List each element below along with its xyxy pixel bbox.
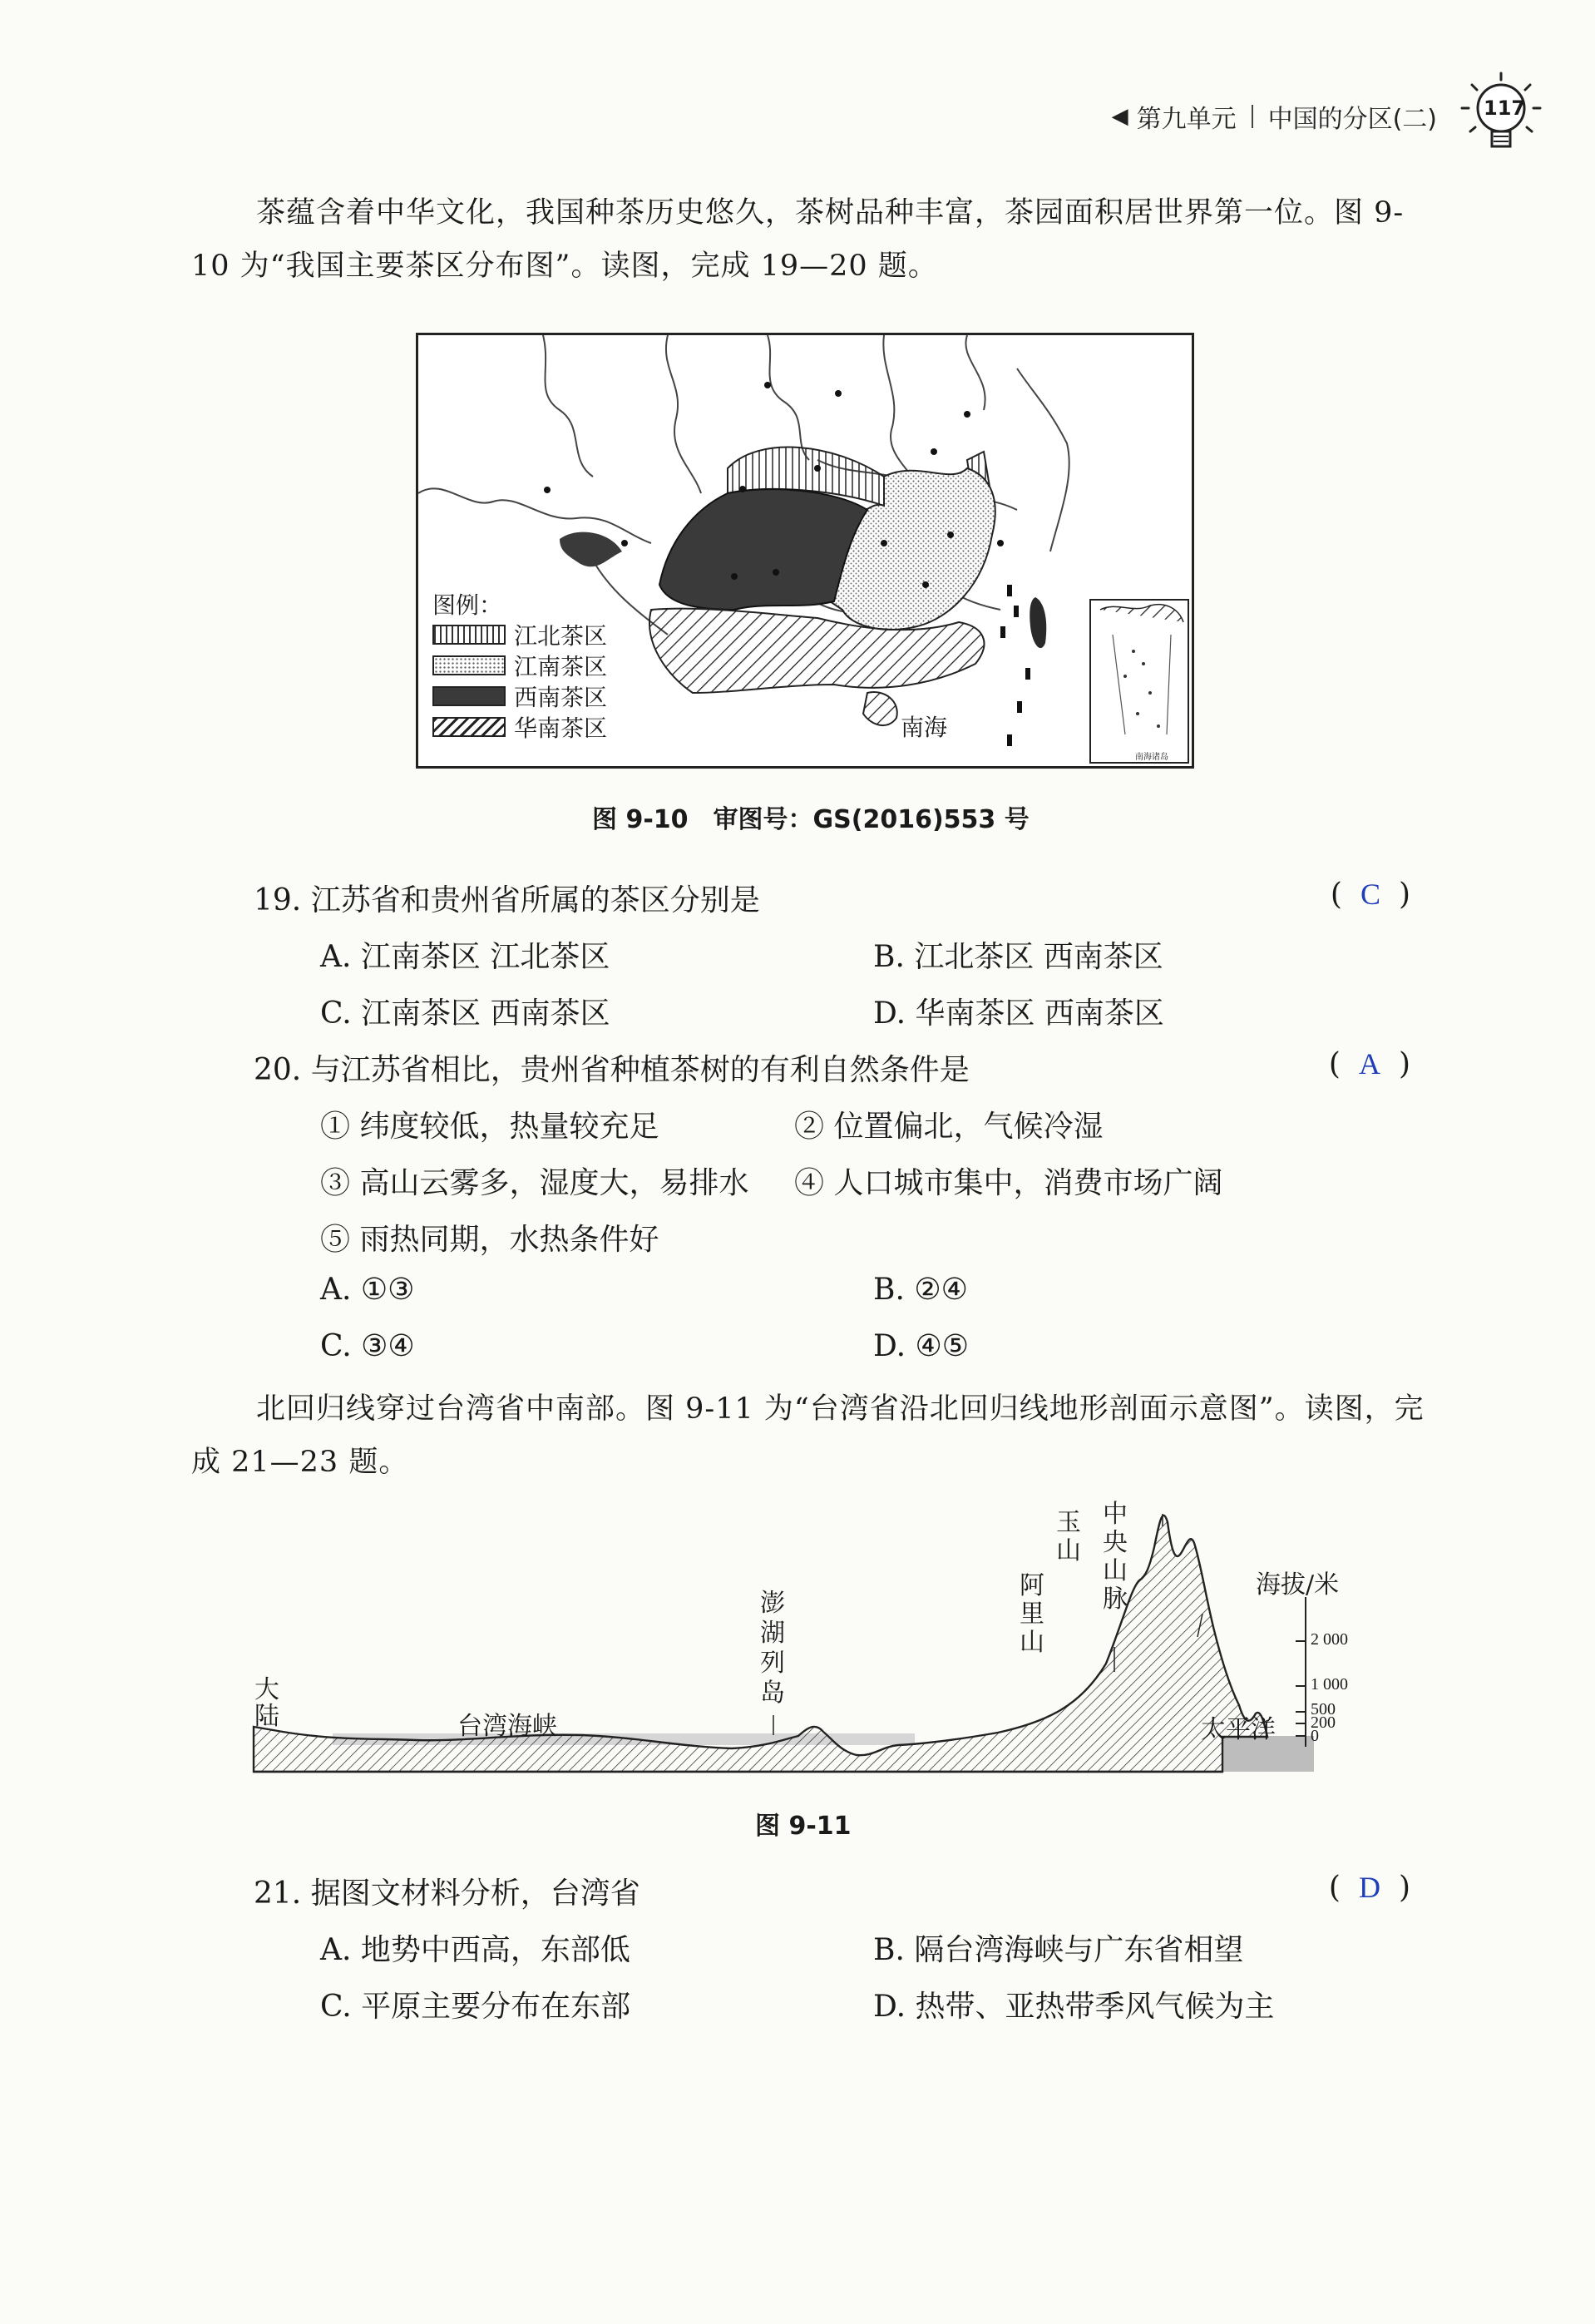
q20-statement-2: ② 位置偏北，气候冷湿 [794,1110,1104,1144]
label-penghu-islands: 澎湖列岛 [760,1589,785,1708]
q21-option-b: B. 隔台湾海峡与广东省相望 [873,1933,1244,1967]
q19-option-a: A. 江南茶区 江北茶区 [320,940,610,974]
legend-title: 图例： [432,591,503,619]
legend-swatch-diagonal [432,717,506,737]
taiwan-terrain-profile [249,1497,1356,1805]
legend-swatch-dotted [432,655,506,675]
running-header [1112,98,1437,135]
q21-option-d: D. 热带、亚热带季风气候为主 [873,1990,1275,2024]
q20-statement-4: ④ 人口城市集中，消费市场广阔 [794,1166,1223,1200]
label-altitude-unit: 海拔/米 [1256,1570,1340,1600]
section-title: 中国的分区(二) [1267,105,1437,134]
q20-answer-letter: A [1358,1047,1380,1080]
tick-0: 0 [1311,1727,1319,1745]
legend-item-xinan: 西南茶区 [432,680,607,711]
label-pacific: 太平洋 [1201,1715,1276,1744]
unit-title: 第九单元 [1136,105,1237,134]
figure-caption-9-11: 图 9-11 [755,1812,852,1841]
tick-2000: 2 000 [1311,1630,1348,1649]
q20-option-d: D. ④⑤ [873,1329,970,1363]
label-central-range: 中央山脉 [1103,1500,1128,1614]
q19-option-c: C. 江南茶区 西南茶区 [320,996,610,1031]
q19-option-d: D. 华南茶区 西南茶区 [873,996,1164,1031]
header-divider [1252,105,1253,128]
south-sea-label: 南海 [901,714,948,741]
label-alishan: 阿里山 [1020,1571,1044,1657]
q20-stem: 20. 与江苏省相比，贵州省种植茶树的有利自然条件是 [254,1053,970,1087]
legend-swatch-vertical [432,625,506,645]
q19-answer: ( C ) [1330,878,1410,912]
q21-stem: 21. 据图文材料分析，台湾省 [254,1877,640,1911]
q20-answer: ( A ) [1328,1047,1410,1081]
intro-paragraph-tea: 茶蕴含着中华文化，我国种茶历史悠久，茶树品种丰富，茶园面积居世界第一位。图 9-10 为“我国主要茶区分布图”。读图，完成 19—20 题。 [191,196,1405,283]
label-yushan: 玉山 [1056,1508,1081,1565]
back-arrow-icon: ◀ [1111,104,1128,129]
label-mainland: 大陆 [254,1675,279,1731]
legend-swatch-dark [432,686,506,706]
q20-statement-1: ① 纬度较低，热量较充足 [320,1110,659,1144]
profile-graphic [249,1497,1356,1805]
figure-caption-9-10: 图 9-10 审图号：GS(2016)553 号 [592,805,1030,834]
q20-option-a: A. ①③ [320,1273,415,1307]
inset-label: 南海诸岛 [1135,753,1168,762]
label-taiwan-strait: 台湾海峡 [457,1712,557,1741]
q20-statement-3: ③ 高山云雾多，湿度大，易排水 [320,1166,749,1200]
q19-answer-letter: C [1360,878,1380,911]
q21-option-c: C. 平原主要分布在东部 [320,1990,631,2024]
intro-paragraph-taiwan: 北回归线穿过台湾省中南部。图 9-11 为“台湾省沿北回归线地形剖面示意图”。读图，完成 21—23 题。 [191,1392,1425,1479]
q19-option-b: B. 江北茶区 西南茶区 [873,940,1163,974]
legend-item-jiangnan: 江南茶区 [432,650,607,680]
page-number: 117 [1484,96,1526,120]
tick-500: 500 [1311,1700,1336,1718]
q20-option-c: C. ③④ [320,1329,415,1363]
tick-1000: 1 000 [1311,1675,1348,1694]
q21-answer: ( D ) [1328,1871,1410,1905]
q19-stem: 19. 江苏省和贵州省所属的茶区分别是 [254,883,760,917]
tick-200: 200 [1311,1713,1336,1732]
legend-item-huanan: 华南茶区 [432,711,607,742]
q20-option-b: B. ②④ [873,1273,968,1307]
page-number-bulb [1455,65,1547,165]
legend-item-jiangbei: 江北茶区 [432,619,607,650]
q20-statement-5: ⑤ 雨热同期，水热条件好 [320,1223,659,1257]
south-sea-inset [1090,600,1188,763]
map-legend [432,589,607,742]
q21-answer-letter: D [1358,1871,1380,1904]
q21-option-a: A. 地势中西高，东部低 [320,1933,630,1967]
